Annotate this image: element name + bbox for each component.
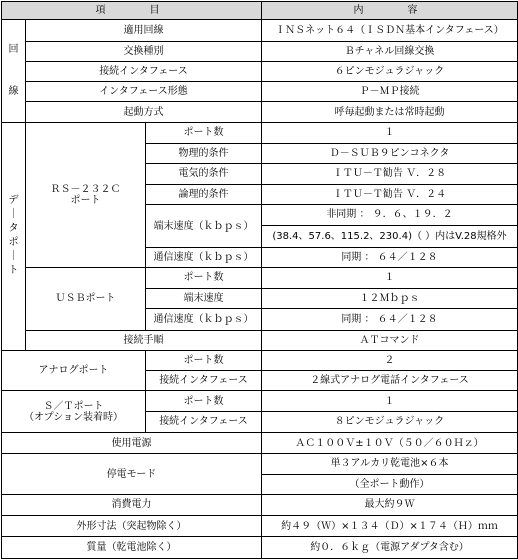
dimensions-row — [2, 516, 518, 537]
line-label-1: 適用回線 — [26, 20, 262, 41]
consumption-value: 最大約９Ｗ — [262, 494, 518, 515]
st-row-1 — [2, 391, 518, 411]
rs232c-value-4: ＩＴＵ－Ｔ勧告 Ｖ．２４ — [262, 184, 518, 204]
rs232c-value-2: Ｄ－ＳＵＢ９ピンコネクタ — [262, 143, 518, 163]
rs232c-label-2: 物理的条件 — [146, 143, 262, 163]
power-label: 使用電源 — [2, 432, 262, 453]
procedure-label: 接続手順 — [26, 330, 262, 350]
line-value-5: 呼毎起動または常時起動 — [262, 102, 518, 122]
line-group-label: 回 線 — [2, 20, 26, 122]
rs232c-comm-value: 同期 ： ６４／１２８ — [262, 248, 518, 267]
spec-table — [1, 1, 518, 559]
line-row-1 — [2, 20, 518, 41]
consumption-row — [2, 494, 518, 515]
line-label-3: 接続インタフェース — [26, 61, 262, 81]
usb-label-3: 通信速度（ｋｂｐｓ） — [146, 309, 262, 330]
analog-label-2: 接続インタフェース — [146, 371, 262, 391]
rs232c-port-label: ＲＳ－２３２Ｃ ポート — [26, 122, 146, 267]
line-value-4: Ｐ－ＭＰ接続 — [262, 82, 518, 102]
rs232c-label-4: 論理的条件 — [146, 184, 262, 204]
rs232c-value-1: １ — [262, 122, 518, 143]
outage-label: 停電モード — [2, 454, 262, 495]
line-row-5 — [2, 102, 518, 122]
weight-label: 質量（乾電池除く） — [2, 537, 262, 559]
line-value-3: ６ピンモジュラジャック — [262, 61, 518, 81]
data-port-group-label: デ ｜ タ ポ ｜ ト — [2, 122, 26, 350]
consumption-label: 消費電力 — [2, 494, 262, 515]
dimensions-label: 外形寸法（突起物除く） — [2, 516, 262, 537]
analog-row-1 — [2, 350, 518, 370]
header-row — [2, 2, 518, 20]
usb-port-label: ＵＳＢポート — [26, 267, 146, 330]
st-label-1: ポート数 — [146, 391, 262, 411]
header-content: 内 容 — [262, 2, 518, 20]
analog-value-2: ２線式アナログ電話インタフェース — [262, 371, 518, 391]
line-row-3 — [2, 61, 518, 81]
analog-label-1: ポート数 — [146, 350, 262, 370]
line-label-4: インタフェース形態 — [26, 82, 262, 102]
analog-value-1: ２ — [262, 350, 518, 370]
st-value-2: ８ピンモジュラジャック — [262, 411, 518, 432]
power-row — [2, 432, 518, 453]
line-row-2 — [2, 41, 518, 61]
outage-row-1 — [2, 454, 518, 474]
dimensions-value: 約４９（Ｗ）×１３４（Ｄ）×１７４（Ｈ）ｍｍ — [262, 516, 518, 537]
usb-value-1: １ — [262, 267, 518, 288]
outage-value-2: （全ポート動作） — [262, 474, 518, 494]
usb-row-1 — [2, 267, 518, 288]
line-label-5: 起動方式 — [26, 102, 262, 122]
line-value-1: ＩＮＳネット６４（ＩＳＤＮ基本インタフェース） — [262, 20, 518, 41]
header-item: 項 目 — [2, 2, 262, 20]
rs232c-speed-label: 端末速度（ｋｂｐｓ） — [146, 204, 262, 248]
usb-label-2: 端末速度 — [146, 288, 262, 308]
rs232c-label-1: ポート数 — [146, 122, 262, 143]
usb-value-2: １２Ｍｂｐｓ — [262, 288, 518, 308]
usb-label-1: ポート数 — [146, 267, 262, 288]
rs232c-speed-value-1: 非同期 ： ９．６、１９．２ — [262, 204, 518, 225]
analog-port-label: アナログポート — [2, 350, 146, 391]
rs232c-row-1 — [2, 122, 518, 143]
rs232c-label-3: 電気的条件 — [146, 164, 262, 184]
weight-row — [2, 537, 518, 559]
procedure-value: ＡＴコマンド — [262, 330, 518, 350]
st-label-2: 接続インタフェース — [146, 411, 262, 432]
rs232c-speed-value-2: (38.4、57.6、115.2、230.4)（ ）内はV.28規格外 — [262, 226, 518, 248]
weight-value: 約０．６ｋｇ（電源アダプタ含む） — [262, 537, 518, 559]
line-value-2: Ｂチャネル回線交換 — [262, 41, 518, 61]
line-row-4 — [2, 82, 518, 102]
rs232c-value-3: ＩＴＵ－Ｔ勧告 Ｖ．２８ — [262, 164, 518, 184]
rs232c-comm-label: 通信速度（ｋｂｐｓ） — [146, 248, 262, 267]
outage-value-1: 単３アルカリ乾電池×６本 — [262, 454, 518, 474]
usb-value-3: 同期 ： ６４／１２８ — [262, 309, 518, 330]
st-port-label: Ｓ／Ｔポート （オプション装着時） — [2, 391, 146, 433]
st-value-1: １ — [262, 391, 518, 411]
power-value: ＡＣ１００Ｖ±１０Ｖ（５０／６０Ｈｚ） — [262, 432, 518, 453]
line-label-2: 交換種別 — [26, 41, 262, 61]
procedure-row — [2, 330, 518, 350]
